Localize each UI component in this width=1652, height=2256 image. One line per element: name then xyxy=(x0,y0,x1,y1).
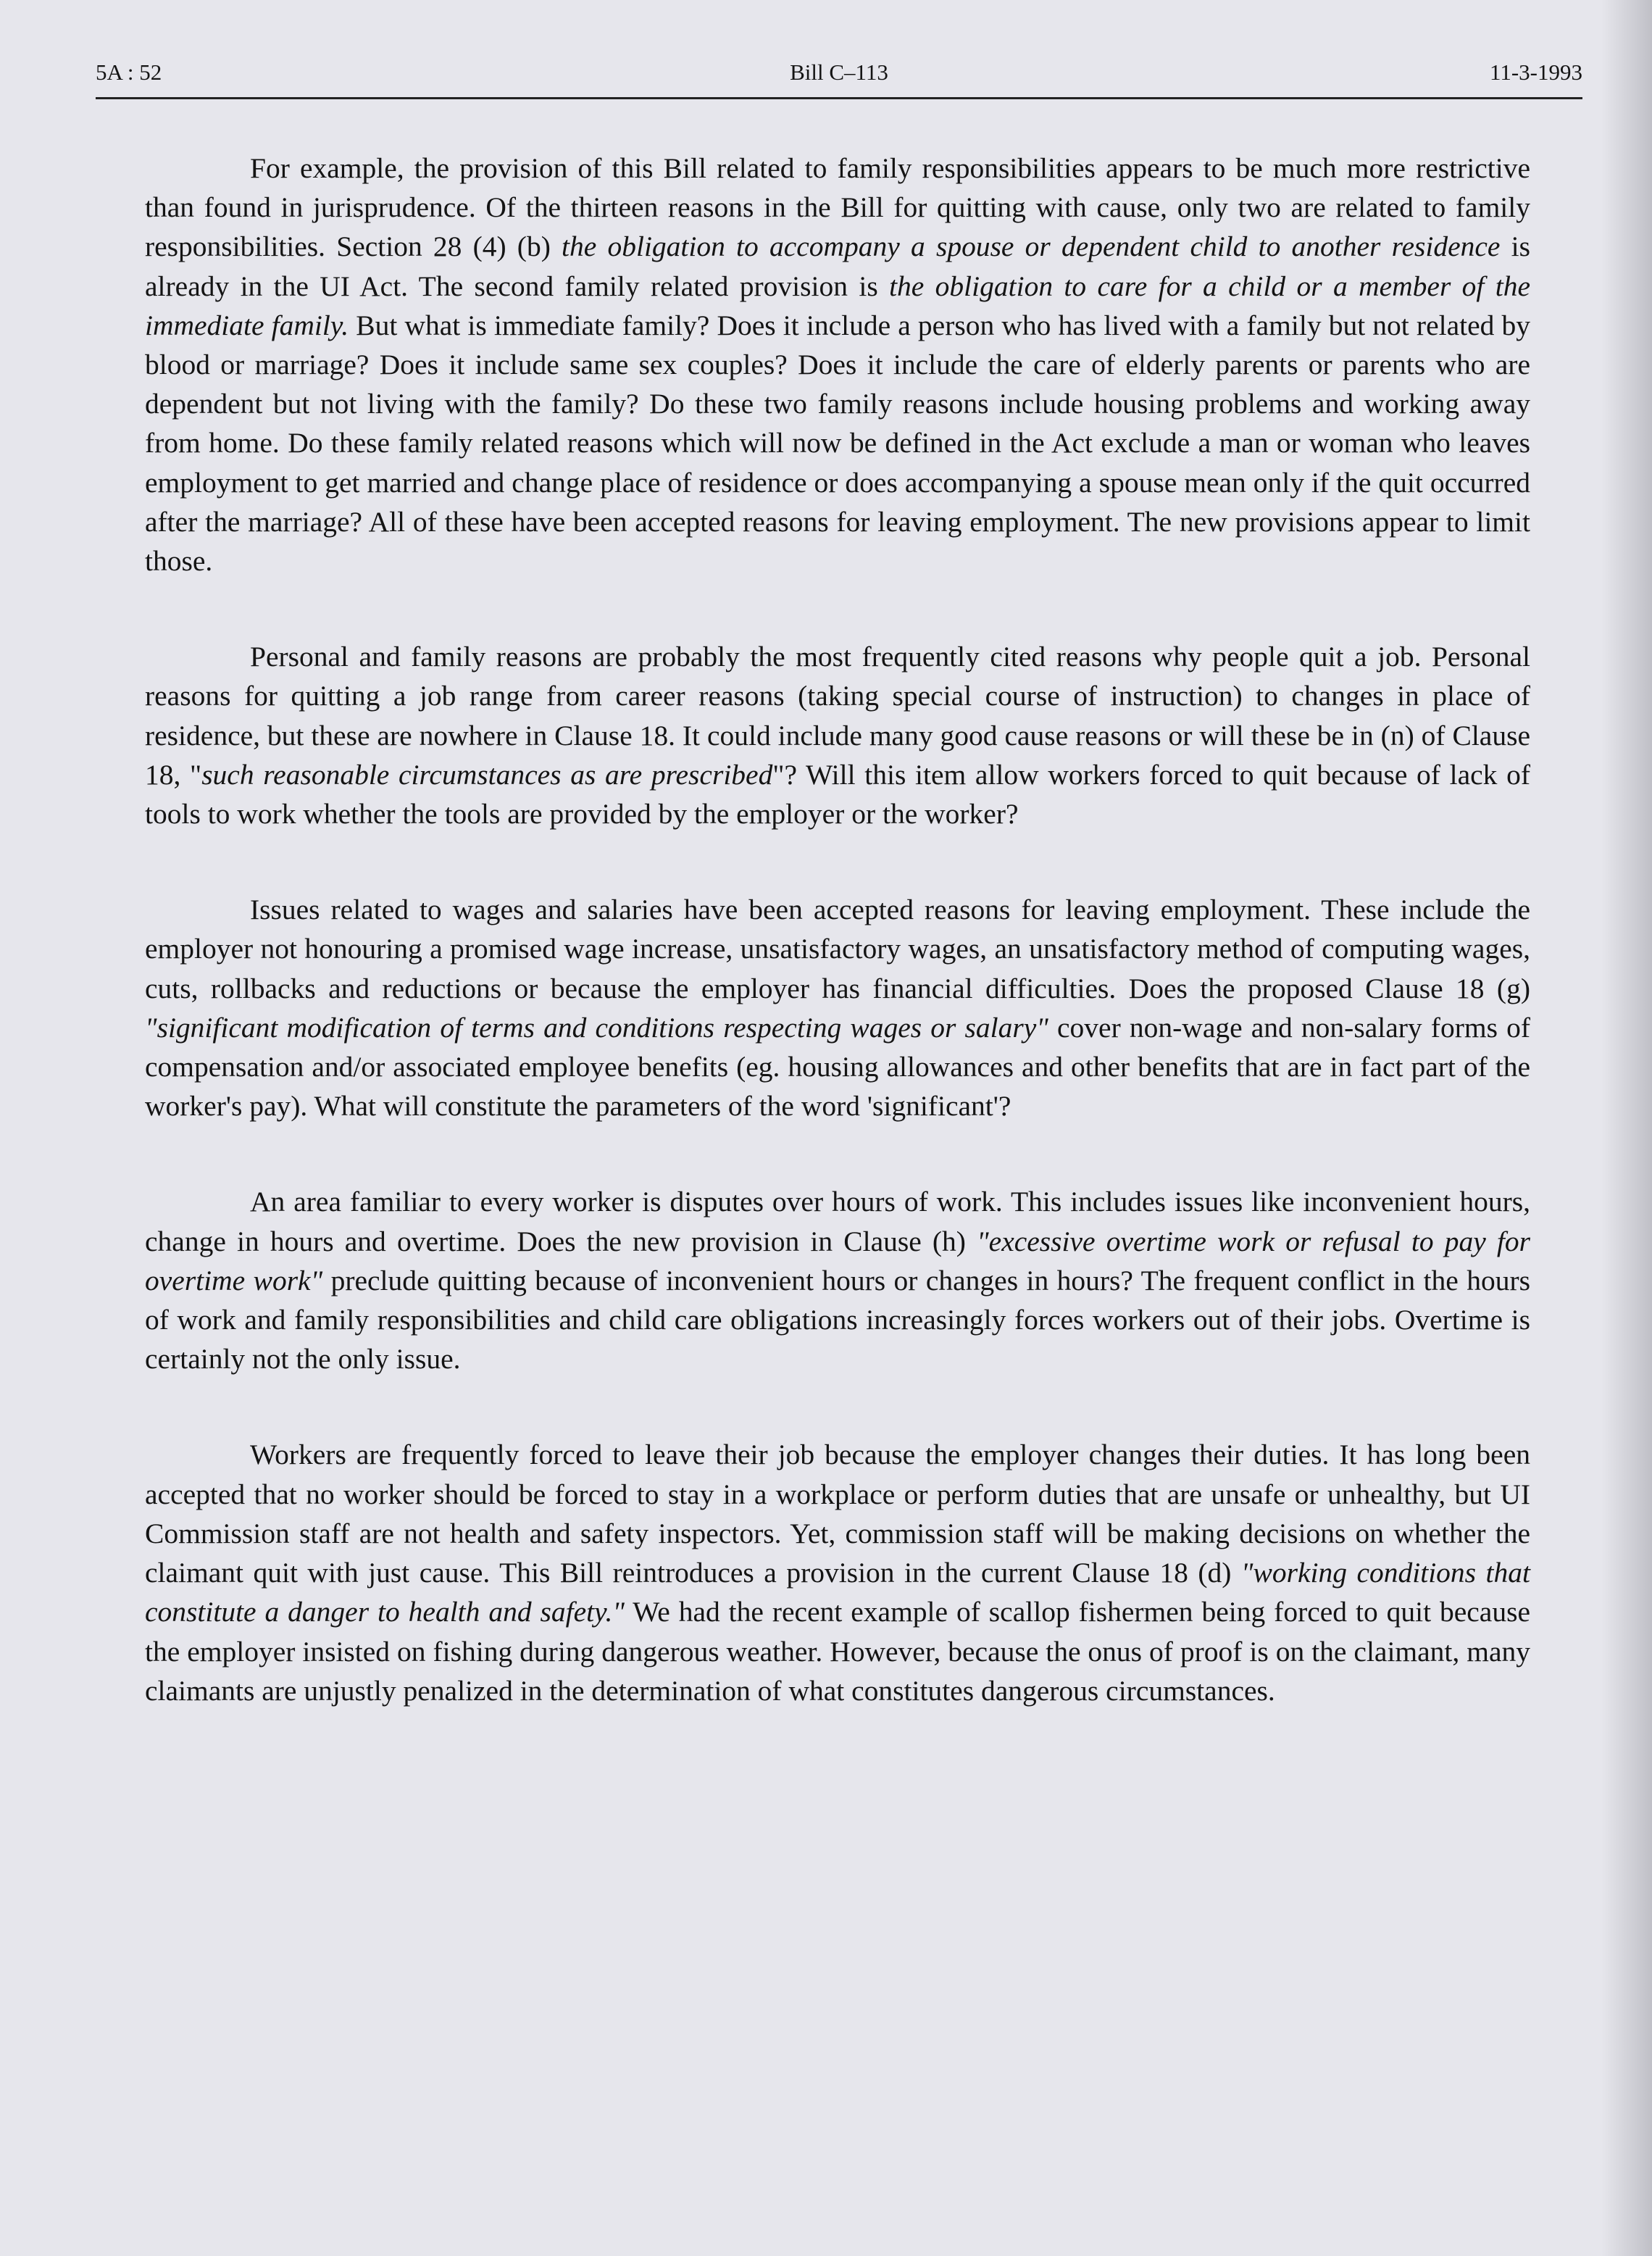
paragraph-hours-of-work xyxy=(145,1182,1530,1378)
paragraph-text: cover non-wage and non-salary forms of compensation and/or associated employee benefits (eg. housing allowances and other benefits that are in fact part of the worker's pay). What will constitute the parameters of the word 'significant'? xyxy=(145,1011,1530,1123)
paragraph-text: Personal and family reasons are probably the most frequently cited reasons why people quit a job. Personal reasons for quitting a job range from career reasons (taking special course of instruction) to changes in place of residence, but these are nowhere in Clause 18. It could include many good cause reasons or will these be in (n) of Clause 18, " xyxy=(145,641,1530,791)
paragraph-text: An area familiar to every worker is disputes over hours of work. This includes issues like inconvenient hours, change in hours and overtime. Does the new provision in Clause (h) xyxy=(145,1186,1530,1257)
paragraph-family-responsibilities xyxy=(145,149,1530,580)
paragraph-personal-reasons xyxy=(145,637,1530,833)
paragraph-text: But what is immediate family? Does it include a person who has lived with a family but not related by blood or marriage? Does it include same sex couples? Does it include the care of elderly parents or parents who are dependent but not living with the family? Do these two family reasons include housing problems and working away from home. Do these family related reasons which will now be defined in the Act exclude a man or woman who leaves employment to get married and change place of residence or does accompanying a spouse mean only if the quit occurred after the marriage? All of these have been accepted reasons for leaving employment. The new provisions appear to limit those. xyxy=(145,309,1530,578)
quoted-provision: "significant modification of terms and conditions respecting wages or salary" xyxy=(145,1011,1048,1044)
running-header xyxy=(96,57,1582,99)
quoted-provision: "excessive overtime work or refusal to pay for overtime work" xyxy=(145,1225,1530,1296)
quoted-provision: the obligation to care for a child or a member of the immediate family. xyxy=(145,270,1531,341)
paragraph-text: Issues related to wages and salaries have been accepted reasons for leaving employment. These include the employer not honouring a promised wage increase, unsatisfactory wages, an unsatisfactory method of computing wages, cuts, rollbacks and reductions or because the employer has financial difficulties. Does the proposed Clause 18 (g) xyxy=(145,894,1530,1004)
paragraph-text: Workers are frequently forced to leave their job because the employer changes their duties. It has long been accepted that no worker should be forced to stay in a workplace or perform duties that are unsafe or unhealthy, but UI Commission staff are not health and safety inspectors. Yet, commission staff will be making decisions on whether the claimant quit with just cause. This Bill reintroduces a provision in the current Clause 18 (d) xyxy=(145,1439,1530,1589)
page-edge-shadow xyxy=(1601,0,1652,2256)
paragraph-wages-salaries xyxy=(145,890,1530,1125)
paragraph-text: is already in the UI Act. The second family related provision is xyxy=(145,230,1530,302)
quoted-provision: the obligation to accompany a spouse or dependent child to another residence xyxy=(562,230,1501,263)
bill-title: Bill C–113 xyxy=(790,59,888,85)
quoted-provision: such reasonable circumstances as are prescribed xyxy=(201,758,773,791)
page-number: 5A : 52 xyxy=(96,59,162,85)
paragraph-text: We had the recent example of scallop fishermen being forced to quit because the employer insisted on fishing during dangerous weather. However, because the onus of proof is on the claimant, many claimants are unjustly penalized in the determination of what constitutes dangerous circumstances. xyxy=(145,1596,1530,1707)
paragraph-text: "? Will this item allow workers forced to quit because of lack of tools to work whether the tools are provided by the employer or the worker? xyxy=(145,758,1530,831)
paragraph-text: preclude quitting because of inconvenient hours or changes in hours? The frequent conflict in the hours of work and family responsibilities and child care obligations increasingly forces workers out of their jobs. Overtime is certainly not the only issue. xyxy=(145,1264,1530,1375)
paragraph-text: For example, the provision of this Bill related to family responsibilities appears to be much more restrictive than found in jurisprudence. Of the thirteen reasons in the Bill for quitting with cause, only two are related to family responsibilities. Section 28 (4) (b) xyxy=(145,152,1530,263)
document-date: 11-3-1993 xyxy=(1490,59,1582,85)
document-body xyxy=(145,149,1530,1767)
paragraph-health-safety xyxy=(145,1435,1530,1710)
quoted-provision: "working conditions that constitute a danger to health and safety." xyxy=(145,1557,1531,1628)
